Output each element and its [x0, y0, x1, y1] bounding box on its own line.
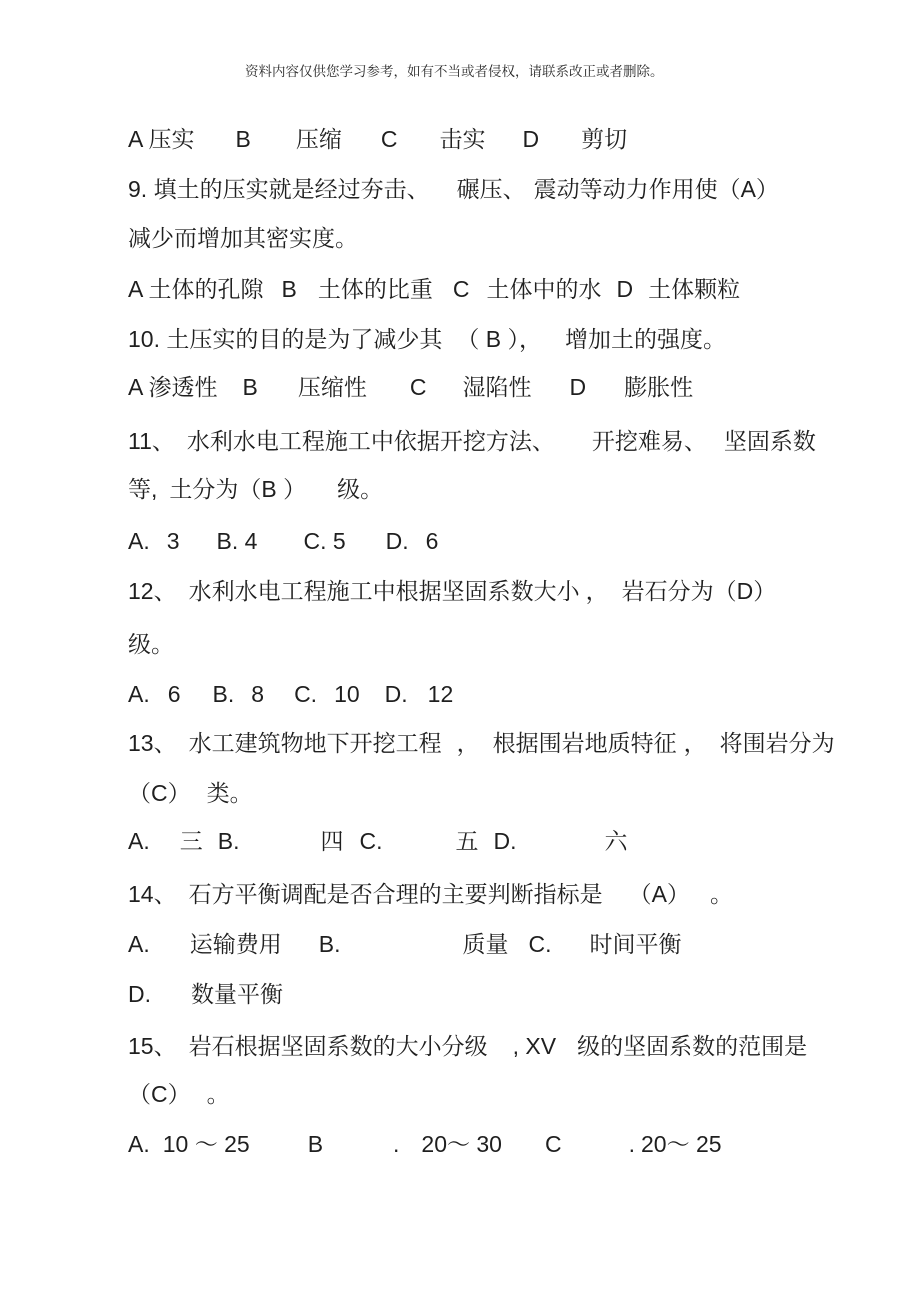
text-segment: C: [409, 374, 427, 400]
text-segment: D: [522, 126, 540, 152]
text-segment: A.: [128, 931, 150, 957]
q10-options: [128, 373, 693, 401]
q9-prompt: [128, 175, 779, 203]
text-segment: 15、: [128, 1033, 177, 1059]
text-segment: C: [452, 276, 470, 302]
text-segment: A 渗透性: [128, 374, 218, 400]
text-segment: 土体颗粒: [648, 276, 741, 302]
text-segment: 级的坚固系数的范围是: [577, 1033, 808, 1059]
text-segment: 碾压、: [456, 176, 526, 202]
text-segment: 水工建筑物地下开挖工程: [188, 730, 442, 756]
text-segment: ，: [456, 730, 480, 756]
text-segment: 土分为（B ）: [169, 476, 307, 502]
text-segment: 四: [320, 828, 344, 854]
text-segment: 8: [251, 681, 265, 707]
text-segment: D: [569, 374, 587, 400]
disclaimer-text: 资料内容仅供您学习参考，如有不当或者侵权，请联系改正或者删除。: [245, 64, 664, 79]
q13-prompt: [128, 729, 835, 757]
text-segment: 。: [206, 1081, 230, 1107]
q11-prompt: [128, 427, 816, 455]
text-segment: B.: [217, 828, 240, 854]
q14-prompt: [128, 880, 733, 908]
text-segment: B: [242, 374, 258, 400]
text-segment: A 压实: [128, 126, 195, 152]
q12-options: [128, 680, 453, 708]
text-segment: 10. 土压实的目的是为了减少其: [128, 326, 443, 352]
text-segment: 水利水电工程施工中依据开挖方法、: [186, 428, 555, 454]
text-segment: 等,: [128, 476, 158, 502]
text-segment: （A）: [628, 881, 690, 907]
text-segment: 五: [455, 828, 479, 854]
q15-options: [128, 1130, 722, 1158]
text-segment: 。: [709, 881, 733, 907]
text-segment: 时间平衡: [589, 931, 682, 957]
text-segment: C.: [359, 828, 383, 854]
q11-options: [128, 527, 438, 555]
text-segment: A.: [128, 1131, 150, 1157]
text-segment: D.: [384, 681, 408, 707]
text-segment: C: [544, 1131, 562, 1157]
text-segment: B.: [212, 681, 235, 707]
q9-prompt-cont: [128, 224, 358, 252]
text-segment: 级。: [337, 476, 384, 502]
text-segment: B: [307, 1131, 324, 1157]
text-segment: .: [393, 1131, 400, 1157]
q13-prompt-cont: [128, 779, 253, 807]
text-segment: 质量: [462, 931, 509, 957]
text-segment: 开挖难易、: [591, 428, 707, 454]
q14-options: [128, 930, 681, 958]
text-segment: 3: [166, 528, 180, 554]
text-segment: B. 4: [216, 528, 258, 554]
text-segment: 10 ～ 25: [162, 1131, 250, 1157]
q12-prompt-cont: [128, 630, 174, 658]
text-segment: B: [281, 276, 297, 302]
text-segment: .: [628, 1131, 635, 1157]
text-segment: 压缩: [295, 126, 342, 152]
text-segment: 震动等动力作用使（A）: [533, 176, 779, 202]
text-segment: 数量平衡: [191, 981, 283, 1007]
text-segment: B.: [318, 931, 341, 957]
q14-options-cont: [128, 980, 283, 1008]
text-segment: A.: [128, 681, 150, 707]
text-segment: 13、: [128, 730, 177, 756]
text-segment: A.: [128, 528, 150, 554]
text-segment: 20～ 30: [421, 1131, 502, 1157]
q15-prompt-cont: [128, 1080, 230, 1108]
text-segment: 压缩性: [297, 374, 367, 400]
text-segment: 剪切: [581, 126, 628, 152]
text-segment: 水利水电工程施工中根据坚固系数大小: [188, 578, 580, 604]
text-segment: 9. 填土的压实就是经过夯击、: [128, 176, 430, 202]
q11-prompt-cont: [128, 475, 383, 503]
text-segment: 坚固系数: [723, 428, 816, 454]
text-segment: , XV: [512, 1033, 557, 1059]
text-segment: （ B ），: [456, 326, 542, 352]
text-segment: 10: [334, 681, 360, 707]
text-segment: A.: [128, 828, 150, 854]
text-segment: 20～ 25: [641, 1131, 722, 1157]
text-segment: 击实: [439, 126, 486, 152]
text-segment: 运输费用: [189, 931, 282, 957]
text-segment: C.: [528, 931, 552, 957]
text-segment: D.: [385, 528, 409, 554]
text-segment: 土体的比重: [317, 276, 433, 302]
text-segment: 6: [167, 681, 181, 707]
text-segment: 岩石根据坚固系数的大小分级: [188, 1033, 488, 1059]
text-segment: 类。: [206, 780, 253, 806]
text-segment: A 土体的孔隙: [128, 276, 264, 302]
text-segment: 级。: [128, 631, 174, 657]
text-segment: 6: [425, 528, 439, 554]
text-segment: 增加土的强度。: [565, 326, 726, 352]
text-segment: D.: [493, 828, 517, 854]
text-segment: B: [235, 126, 251, 152]
text-segment: 六: [604, 828, 628, 854]
text-segment: D: [616, 276, 634, 302]
text-segment: C. 5: [303, 528, 346, 554]
text-segment: 石方平衡调配是否合理的主要判断指标是: [188, 881, 603, 907]
q12-prompt: [128, 577, 776, 605]
q10-prompt: [128, 325, 726, 353]
q9-options: [128, 275, 740, 303]
text-segment: 12: [427, 681, 454, 707]
text-segment: C: [380, 126, 398, 152]
text-segment: （C）: [128, 1081, 191, 1107]
text-segment: 12、: [128, 578, 177, 604]
text-segment: 岩石分为（D）: [621, 578, 777, 604]
text-segment: 11、: [128, 428, 175, 454]
text-segment: 湿陷性: [462, 374, 532, 400]
q13-options: [128, 827, 627, 855]
q15-prompt: [128, 1032, 807, 1060]
q8-options: [128, 125, 627, 153]
text-segment: 14、: [128, 881, 177, 907]
text-segment: 将围岩分为: [719, 730, 835, 756]
text-segment: 三: [179, 828, 203, 854]
text-segment: 膨胀性: [624, 374, 694, 400]
text-segment: 根据围岩地质特征: [492, 730, 677, 756]
text-segment: 土体中的水: [486, 276, 602, 302]
text-segment: ，: [585, 578, 609, 604]
text-segment: 减少而增加其密实度。: [128, 225, 358, 251]
text-segment: D.: [128, 981, 151, 1007]
text-segment: C.: [294, 681, 318, 707]
text-segment: ，: [683, 730, 707, 756]
text-segment: （C）: [128, 780, 191, 806]
